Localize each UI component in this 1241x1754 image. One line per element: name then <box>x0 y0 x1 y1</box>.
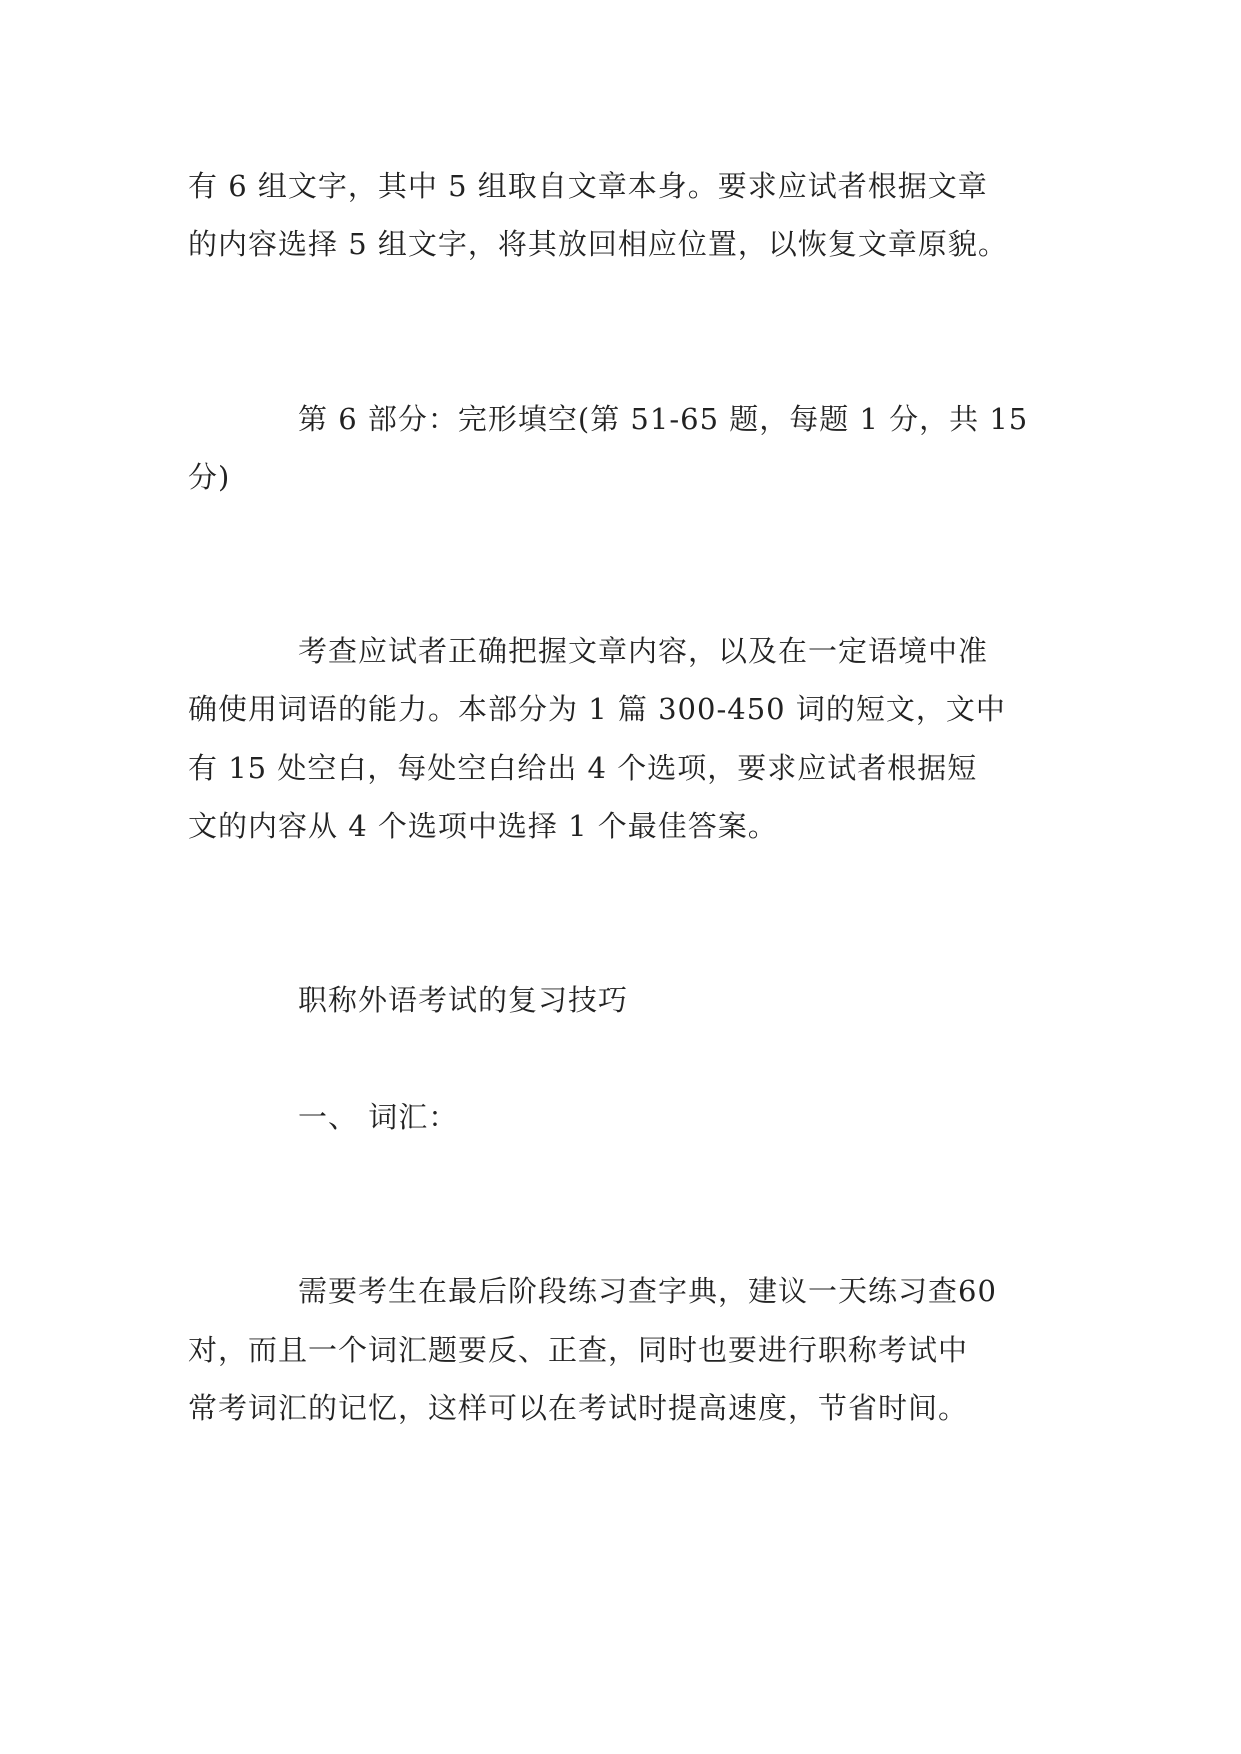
subsection-heading-vocabulary: 一、 词汇： <box>298 1100 459 1134</box>
paragraph-1-line-1: 有 6 组文字，其中 5 组取自文章本身。要求应试者根据文章 <box>188 169 988 203</box>
paragraph-3-line-2: 对，而且一个词汇题要反、正查，同时也要进行职称考试中 <box>188 1333 969 1367</box>
paragraph-3-line-3: 常考词汇的记忆，这样可以在考试时提高速度，节省时间。 <box>188 1391 969 1425</box>
paragraph-1-line-2: 的内容选择 5 组文字，将其放回相应位置，以恢复文章原貌。 <box>188 227 1008 261</box>
paragraph-2-line-3: 有 15 处空白，每处空白给出 4 个选项，要求应试者根据短 <box>188 751 978 785</box>
paragraph-3-line-1: 需要考生在最后阶段练习查字典，建议一天练习查60 <box>298 1274 997 1308</box>
paragraph-2-line-4: 文的内容从 4 个选项中选择 1 个最佳答案。 <box>188 809 778 843</box>
section-6-heading-line-2: 分) <box>188 460 231 494</box>
section-6-heading-line-1: 第 6 部分：完形填空(第 51-65 题，每题 1 分，共 15 <box>298 402 1029 436</box>
section-title: 职称外语考试的复习技巧 <box>298 983 629 1017</box>
paragraph-2-line-1: 考查应试者正确把握文章内容，以及在一定语境中准 <box>298 634 989 668</box>
paragraph-2-line-2: 确使用词语的能力。本部分为 1 篇 300-450 词的短文，文中 <box>188 692 1006 726</box>
